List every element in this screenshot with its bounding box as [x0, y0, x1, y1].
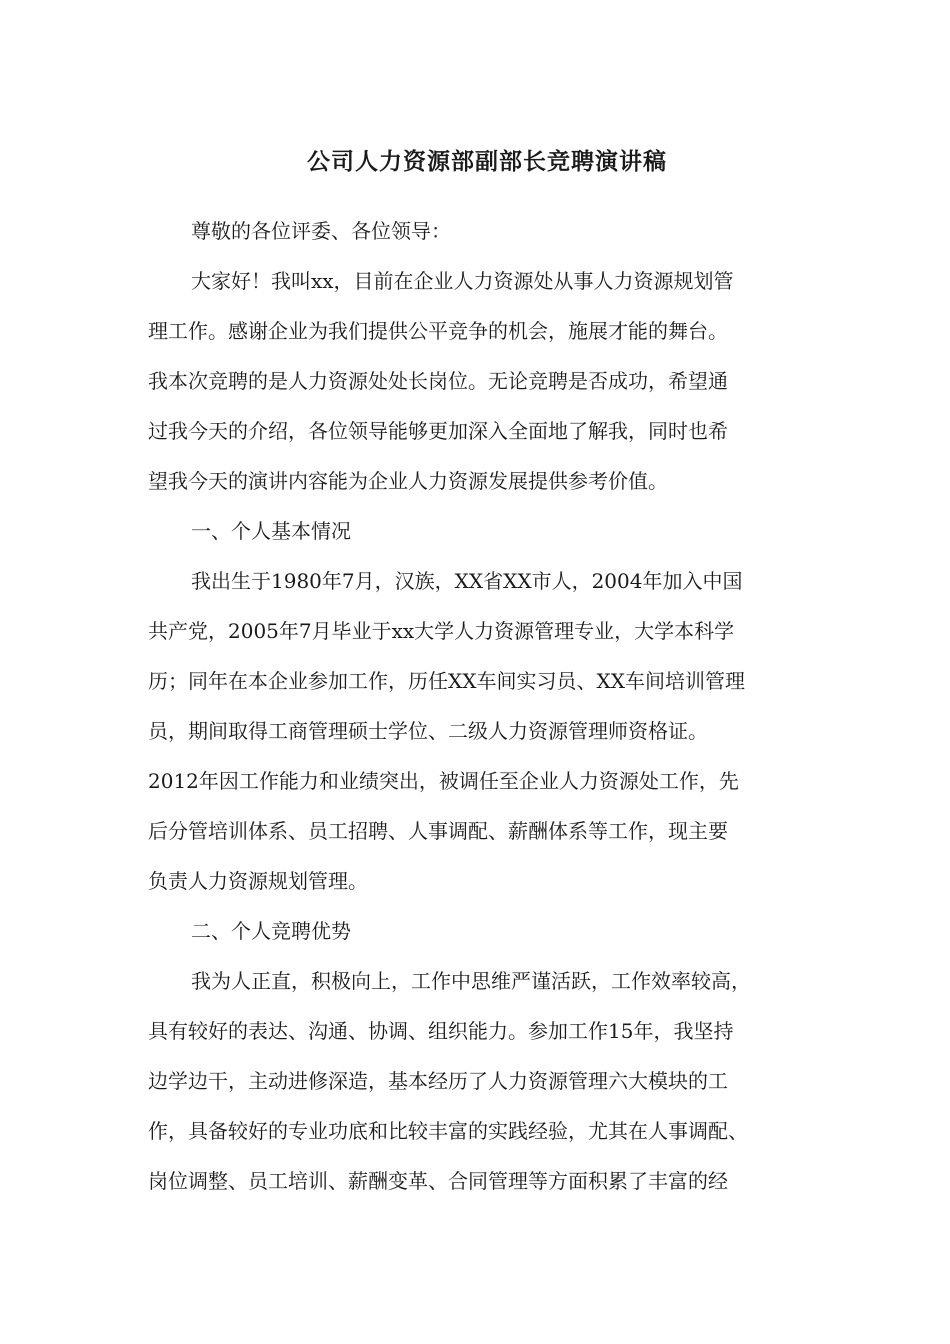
- text-line: 2012年因工作能力和业绩突出，被调任至企业人力资源处工作，先: [148, 769, 739, 793]
- text-line: 我为人正直，积极向上，工作中思维严谨活跃，工作效率较高，: [191, 969, 751, 993]
- text-line: 员，期间取得工商管理硕士学位、二级人力资源管理师资格证。: [148, 719, 708, 743]
- text-line: 我本次竞聘的是人力资源处处长岗位。无论竞聘是否成功，希望通: [148, 369, 728, 393]
- section-heading-basic-info: 一、个人基本情况: [191, 519, 351, 543]
- text-line: 历；同年在本企业参加工作，历任XX车间实习员、XX车间培训管理: [148, 669, 745, 693]
- paragraph-advantages: [148, 956, 820, 1206]
- text-line: 具有较好的表达、沟通、协调、组织能力。参加工作15年，我坚持: [148, 1019, 734, 1043]
- paragraph-basic-info: [148, 556, 820, 906]
- document-title: 公司人力资源部副部长竞聘演讲稿: [307, 148, 667, 175]
- text-line: 边学边干，主动进修深造，基本经历了人力资源管理六大模块的工: [148, 1069, 728, 1093]
- text-line: 过我今天的介绍，各位领导能够更加深入全面地了解我，同时也希: [148, 419, 728, 443]
- section-heading-advantages: 二、个人竞聘优势: [191, 919, 351, 943]
- salutation: 尊敬的各位评委、各位领导：: [191, 219, 451, 243]
- paragraph-intro: [148, 256, 820, 506]
- text-line: 后分管培训体系、员工招聘、人事调配、薪酬体系等工作，现主要: [148, 819, 728, 843]
- text-line: 理工作。感谢企业为我们提供公平竞争的机会，施展才能的舞台。: [148, 319, 728, 343]
- text-line: 作，具备较好的专业功底和比较丰富的实践经验，尤其在人事调配、: [148, 1119, 748, 1143]
- text-line: 岗位调整、员工培训、薪酬变革、合同管理等方面积累了丰富的经: [148, 1169, 728, 1193]
- text-line: 望我今天的演讲内容能为企业人力资源发展提供参考价值。: [148, 469, 668, 493]
- text-line: 大家好！我叫xx，目前在企业人力资源处从事人力资源规划管: [191, 269, 734, 293]
- text-line: 共产党，2005年7月毕业于xx大学人力资源管理专业，大学本科学: [148, 619, 735, 643]
- text-line: 我出生于1980年7月，汉族，XX省XX市人，2004年加入中国: [191, 569, 743, 593]
- text-line: 负责人力资源规划管理。: [148, 869, 368, 893]
